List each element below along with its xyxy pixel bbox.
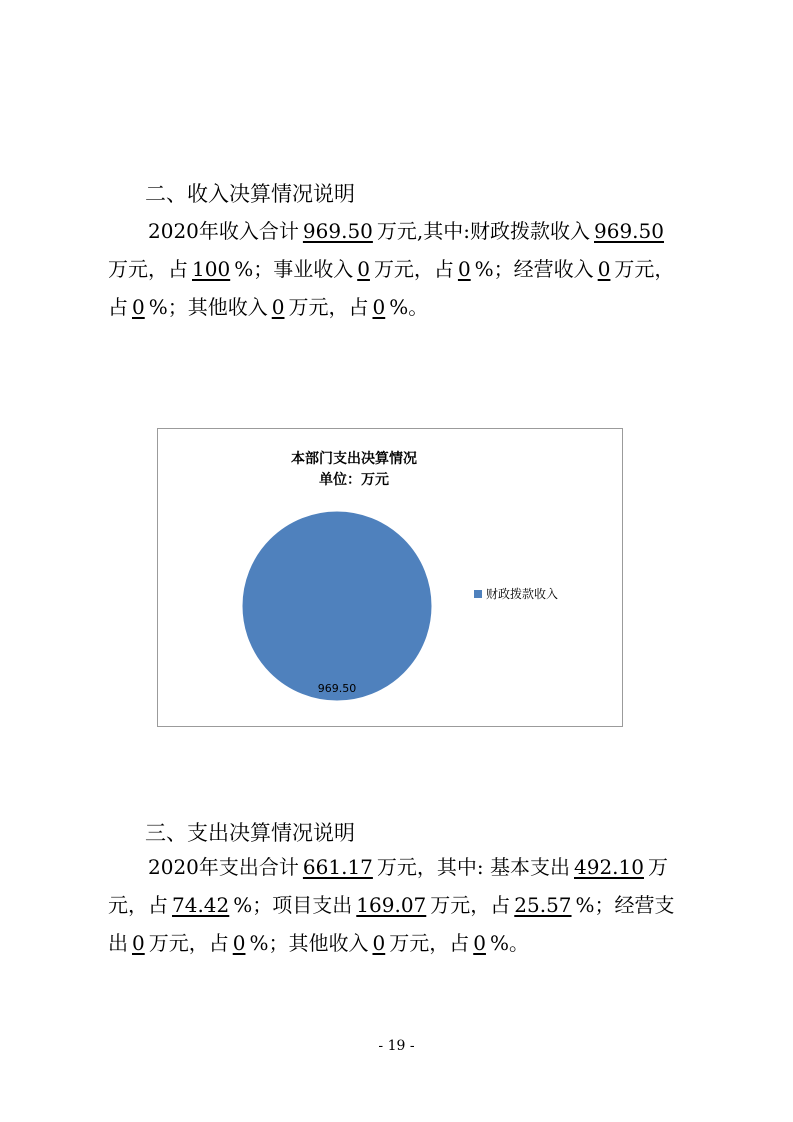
underlined-value: 0	[457, 257, 471, 281]
text-segment: %；事业收入	[234, 257, 354, 281]
underlined-value: 969.50	[594, 219, 664, 243]
underlined-value: 0	[232, 931, 246, 955]
underlined-value: 0	[473, 931, 486, 955]
text-segment: 2020年支出合计	[148, 855, 299, 879]
text-segment: 万元，占	[288, 295, 369, 319]
underlined-value: 0	[597, 257, 611, 281]
underlined-value: 169.07	[356, 893, 427, 917]
section-heading-income: 二、收入决算情况说明	[145, 182, 355, 206]
underlined-value: 661.17	[302, 855, 373, 879]
legend-swatch	[474, 590, 482, 598]
text-segment: %；经营支	[575, 893, 675, 917]
underlined-value: 0	[132, 295, 145, 319]
pie-slice	[242, 511, 432, 701]
paragraph-line	[108, 250, 674, 288]
underlined-value: 0	[372, 931, 386, 955]
pie-slices	[242, 511, 432, 701]
text-segment: %；其他收入	[148, 295, 268, 319]
section-heading-expense: 三、支出决算情况说明	[145, 821, 355, 845]
text-segment: 万元，	[614, 257, 675, 281]
legend-label: 财政拨款收入	[486, 587, 559, 601]
paragraph-line	[108, 848, 675, 886]
underlined-value: 25.57	[514, 893, 572, 917]
text-segment: 出	[108, 931, 128, 955]
text-segment: 万元,其中:财政拨款收入	[376, 219, 590, 243]
pie-chart-svg	[158, 429, 624, 728]
underlined-value: 0	[372, 295, 386, 319]
pie-chart	[157, 428, 623, 727]
text-segment: 元，占	[108, 893, 168, 917]
chart-subtitle: 单位：万元	[319, 472, 389, 488]
paragraph-line	[108, 886, 675, 924]
underlined-value: 0	[271, 295, 285, 319]
text-segment: 万元，占	[430, 893, 511, 917]
text-segment: %。	[489, 931, 529, 955]
text-segment: %；其他收入	[249, 931, 369, 955]
underlined-value: 74.42	[172, 893, 230, 917]
expense-paragraph	[108, 848, 675, 962]
underlined-value: 100	[192, 257, 231, 281]
text-segment: %；经营收入	[474, 257, 594, 281]
underlined-value: 492.10	[574, 855, 644, 879]
text-segment: 万	[647, 855, 668, 879]
underlined-value: 0	[132, 931, 145, 955]
text-segment: 万元，占	[148, 931, 229, 955]
text-segment: 占	[108, 295, 128, 319]
chart-title: 本部门支出决算情况	[291, 451, 417, 467]
paragraph-line	[108, 924, 675, 962]
text-segment: 2020年收入合计	[148, 219, 299, 243]
page-number: - 19 -	[378, 1038, 415, 1054]
text-segment: %。	[389, 295, 429, 319]
text-segment: 万元，占	[389, 931, 470, 955]
text-segment: 万元，占	[373, 257, 454, 281]
underlined-value: 0	[357, 257, 370, 281]
paragraph-line	[108, 212, 674, 250]
data-label: 969.50	[317, 682, 357, 695]
text-segment: 万元，占	[108, 257, 188, 281]
text-segment: 万元，其中: 基本支出	[376, 855, 570, 879]
chart-legend	[474, 586, 558, 601]
underlined-value: 969.50	[302, 219, 373, 243]
income-paragraph	[108, 212, 674, 326]
paragraph-line	[108, 288, 674, 326]
text-segment: %；项目支出	[233, 893, 353, 917]
